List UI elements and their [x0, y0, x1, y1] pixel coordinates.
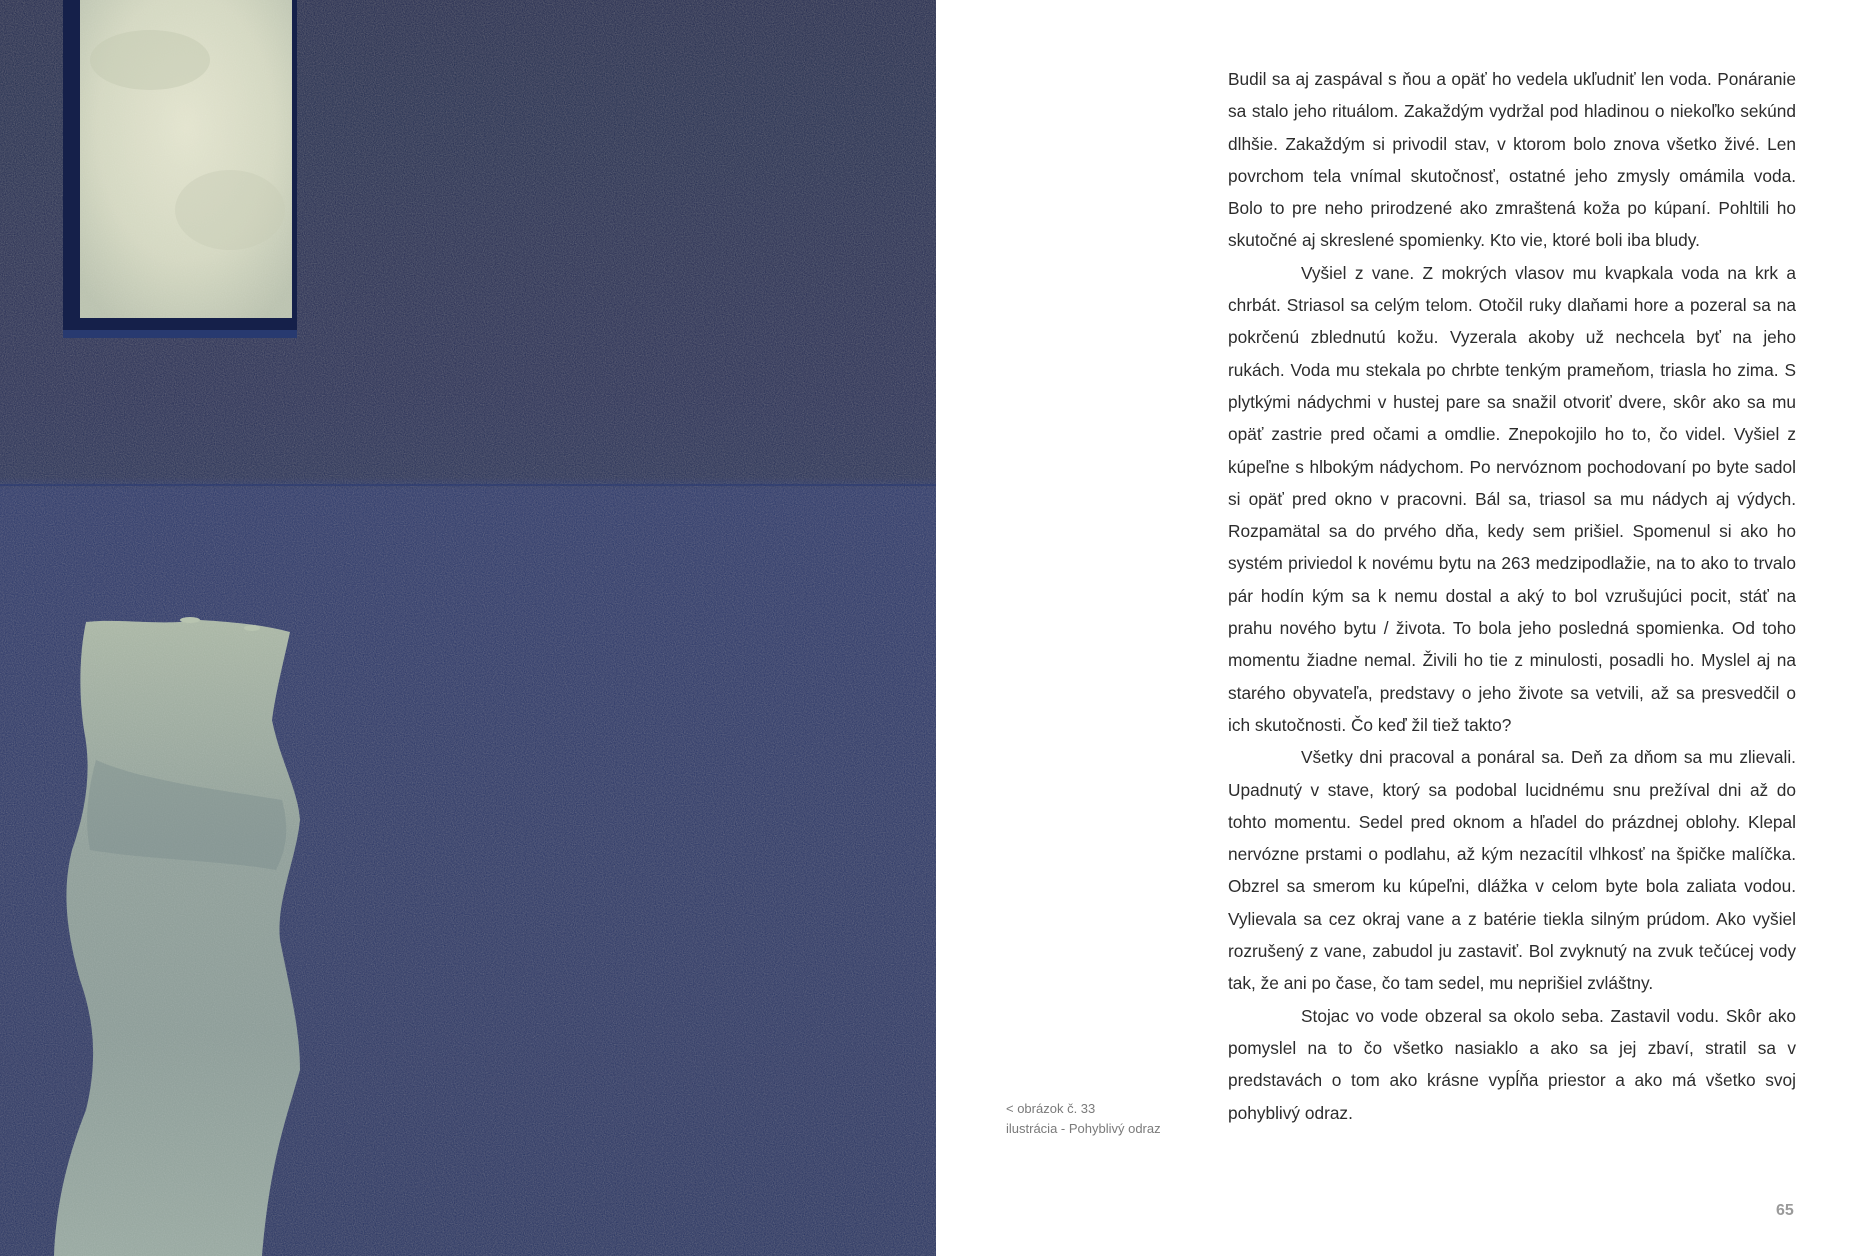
paragraph: Stojac vo vode obzeral sa okolo seba. Zastavil vodu. Skôr ako pomyslel na to čo všetko nasiaklo a ako sa jej zbaví, stratil sa v predstavách o tom ako krásne vypĺňa priestor a ako má všetko svoj pohyblivý odraz. — [1228, 1005, 1796, 1123]
window-sill — [63, 330, 297, 338]
page-number: 65 — [1776, 1202, 1794, 1219]
body-text — [1228, 63, 1796, 1129]
text-page — [936, 0, 1872, 1256]
cloud-shade — [175, 170, 285, 250]
water-glint — [180, 617, 200, 623]
paragraph: Budil sa aj zaspával s ňou a opäť ho vedela ukľudniť len voda. Ponáranie sa stalo jeho rituálom. Zakaždým vydržal pod hladinou o niekoľko sekúnd dlhšie. Zakaždým si privodil stav, v ktorom bolo znova všetko živé. Len povrchom tela vnímal skutočnosť, ostatné jeho zmysly omámila voda. Bolo to pre neho prirodzené ako zmraštená koža po kúpaní. Pohltili ho skutočné aj skreslené spomienky. Kto vie, ktoré boli iba bludy. — [1228, 69, 1796, 251]
water-reflection — [54, 620, 300, 1256]
paragraph: Všetky dni pracoval a ponáral sa. Deň za dňom sa mu zlievali. Upadnutý v stave, ktorý sa podobal lucidnému snu prežíval dni až do tohto momentu. Sedel pred oknom a hľadel do prázdnej oblohy. Klepal nervózne prstami o podlahu, až kým nezacítil vlhkosť na špičke malíčka. Obzrel sa smerom ku kúpeľni, dlážka v celom byte bola zaliata vodou. Vylievala sa cez okraj vane a z batérie tiekla silným prúdom. Ako vyšiel rozrušený z vane, zabudol ju zastaviť. Bol zvyknutý na zvuk tečúcej vody tak, že ani po čase, čo tam sedel, mu neprišiel zvláštny. — [1228, 747, 1796, 994]
caption-line: ilustrácia - Pohyblivý odraz — [1006, 1121, 1161, 1136]
caption-line: < obrázok č. 33 — [1006, 1101, 1096, 1116]
figure-caption — [1006, 1099, 1226, 1139]
paragraph: Vyšiel z vane. Z mokrých vlasov mu kvapkala voda na krk a chrbát. Striasol sa celým telom. Otočil ruky dlaňami hore a pozeral sa na pokrčenú zblednutú kožu. Vyzerala akoby už nechcela byť na jeho rukách. Voda mu stekala po chrbte tenkým prameňom, triasla ho zima. S plytkými nádychmi v hustej pare sa snažil otvoriť dvere, skôr ako sa mu opäť zastrie pred očami a omdlie. Znepokojilo ho to, čo videl. Vyšiel z kúpeľne s hlbokým nádychom. Po nervóznom pochodovaní po byte sadol si opäť pred okno v pracovni. Bál sa, triasol sa mu nádych aj výdych. Rozpamätal sa do prvého dňa, kedy sem prišiel. Spomenul si ako ho systém priviedol k novému bytu na 263 medzipodlažie, na to ako to trvalo pár hodín kým sa k nemu dostal a aký to bol vzrušujúci pocit, stáť na prahu nového bytu / života. To bola jeho posledná spomienka. Od toho momentu žiadne nemal. Živili ho tie z minulosti, posadli ho. Myslel aj na starého obyvateľa, predstavy o jeho živote sa vetvili, až sa presvedčil o ich skutočnosti. Čo keď žil tiež takto? — [1228, 262, 1796, 735]
water-glint — [244, 625, 260, 631]
cloud-shade — [90, 30, 210, 90]
